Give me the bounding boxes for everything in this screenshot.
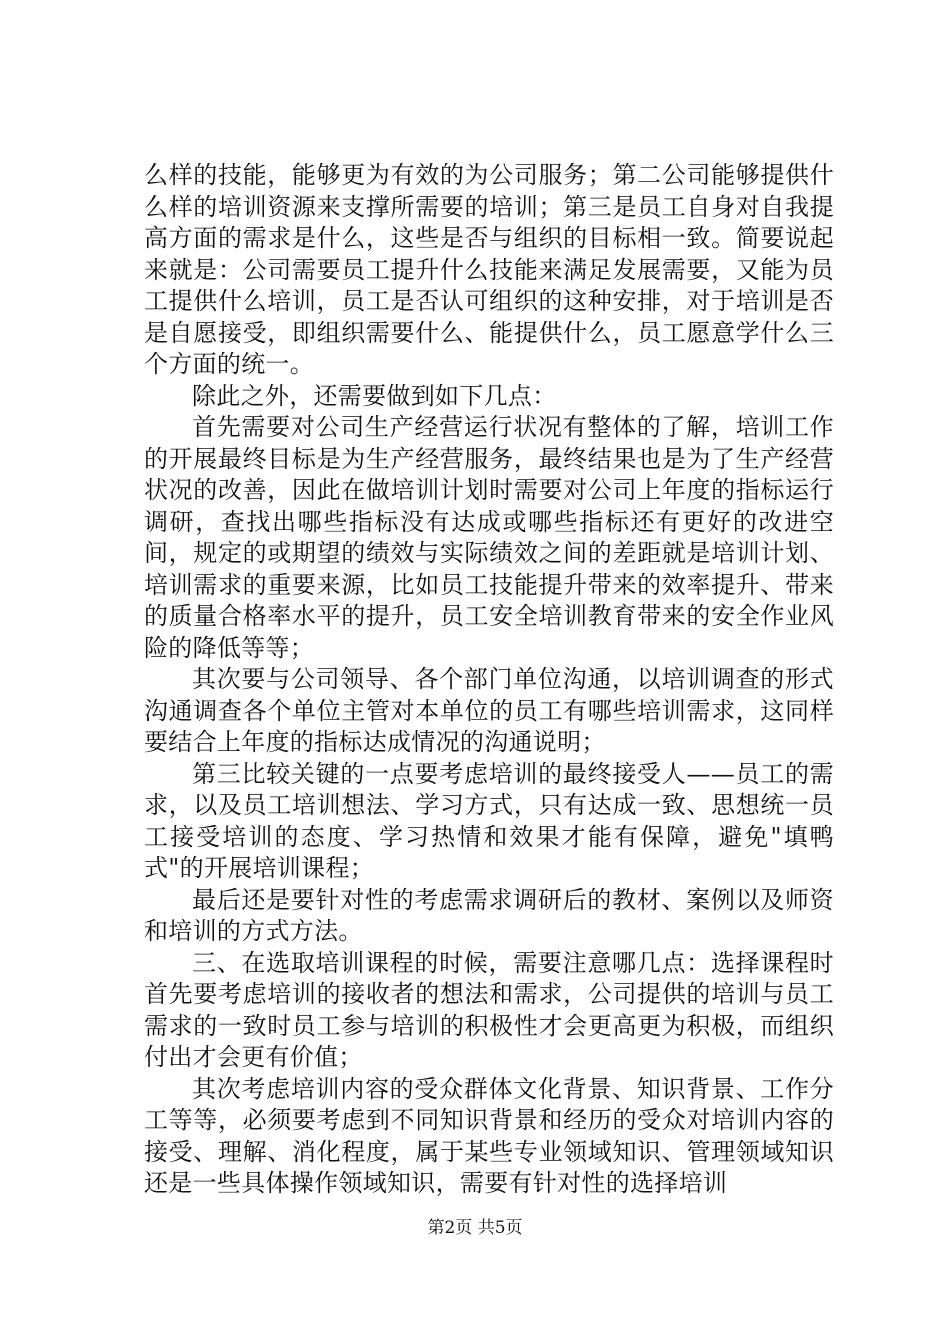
paragraph: 三、在选取培训课程的时候，需要注意哪几点：选择课程时首先要考虑培训的接收者的想法和需求，公司提供的培训与员工需求的一致时员工参与培训的积极性才会更高更为积极，而组织付出才会更有价值；	[144, 948, 834, 1071]
paragraph: 么样的技能，能够更为有效的为公司服务；第二公司能够提供什么样的培训资源来支撑所需要的培训；第三是员工自身对自我提高方面的需求是什么，这些是否与组织的目标相一致。简要说起来就是：公司需要员工提升什么技能来满足发展需要，又能为员工提供什么培训，员工是否认可组织的这种安排，对于培训是否是自愿接受，即组织需要什么、能提供什么，员工愿意学什么三个方面的统一。	[144, 161, 834, 378]
paragraph: 其次要与公司领导、各个部门单位沟通，以培训调查的形式沟通调查各个单位主管对本单位的员工有哪些培训需求，这同样要结合上年度的指标达成情况的沟通说明；	[144, 665, 834, 756]
paragraph: 最后还是要针对性的考虑需求调研后的教材、案例以及师资和培训的方式方法。	[144, 885, 834, 945]
paragraph: 除此之外，还需要做到如下几点：	[192, 381, 557, 410]
page-number-footer: 第2页 共5页	[427, 1218, 523, 1238]
paragraph: 其次考虑培训内容的受众群体文化背景、知识背景、工作分工等等，必须要考虑到不同知识背景和经历的受众对培训内容的接受、理解、消化程度，属于某些专业领域知识、管理领域知识还是一些具体操作领域知识，需要有针对性的选择培训	[144, 1074, 834, 1197]
body-text	[144, 160, 834, 1200]
paragraph: 第三比较关键的一点要考虑培训的最终接受人——员工的需求，以及员工培训想法、学习方式，只有达成一致、思想统一员工接受培训的态度、学习热情和效果才能有保障，避免"填鸭式"的开展培训课程；	[144, 759, 834, 882]
paragraph: 首先需要对公司生产经营运行状况有整体的了解，培训工作的开展最终目标是为生产经营服务，最终结果也是为了生产经营状况的改善，因此在做培训计划时需要对公司上年度的指标运行调研，查找出哪些指标没有达成或哪些指标还有更好的改进空间，规定的或期望的绩效与实际绩效之间的差距就是培训计划、培训需求的重要来源，比如员工技能提升带来的效率提升、带来的质量合格率水平的提升，员工安全培训教育带来的安全作业风险的降低等等；	[144, 413, 834, 662]
